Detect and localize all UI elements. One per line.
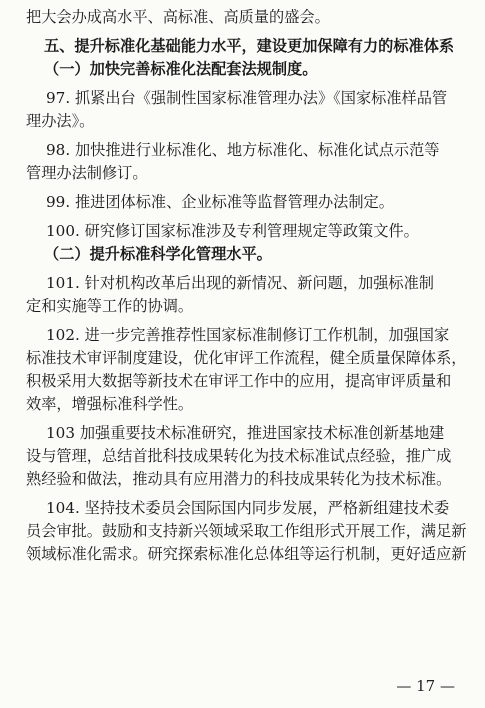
section-heading: 五、提升标准化基础能力水平，建设更加保障有力的标准体系 [44,37,455,55]
paragraph-102-line-2: 标准技术审评制度建设，优化审评工作流程，健全质量保障体系， [26,349,467,367]
paragraph-104-line-3: 领域标准化需求。研究探索标准化总体组等运行机制，更好适应新 [26,545,467,563]
paragraph-103-line-1: 103 加强重要技术标准研究，推进国家技术标准创新基地建 [46,424,445,442]
page-number: — 17 — [396,677,455,695]
paragraph-103-line-3: 熟经验和做法，推动具有应用潜力的科技成果转化为技术标准。 [26,470,452,488]
paragraph-102-line-4: 效率，增强标准科学性。 [26,395,194,413]
paragraph-98-line-2: 管理办法制修订。 [26,164,148,182]
paragraph-104-line-1: 104. 坚持技术委员会国际国内同步发展，严格新组建技术委 [46,499,450,517]
paragraph-104-line-2: 员会审批。鼓励和支持新兴领域采取工作组形式开展工作，满足新 [26,522,467,540]
paragraph-101-line-1: 101. 针对机构改革后出现的新情况、新问题，加强标准制 [46,274,434,292]
text-line: 把大会办成高水平、高标准、高质量的盛会。 [26,8,330,26]
paragraph-102-line-3: 积极采用大数据等新技术在审评工作中的应用，提高审评质量和 [26,372,452,390]
paragraph-98-line-1: 98. 加快推进行业标准化、地方标准化、标准化试点示范等 [46,141,440,159]
paragraph-101-line-2: 定和实施等工作的协调。 [26,297,194,315]
paragraph-102-line-1: 102. 进一步完善推荐性国家标准制修订工作机制，加强国家 [46,326,450,344]
paragraph-97-line-1: 97. 抓紧出台《强制性国家标准管理办法》《国家标准样品管 [46,89,448,107]
paragraph-99: 99. 推进团体标准、企业标准等监督管理办法制定。 [46,193,394,211]
paragraph-103-line-2: 设与管理，总结首批科技成果转化为技术标准试点经验，推广成 [26,447,452,465]
subsection-heading: （二）提升标准科学化管理水平。 [44,245,272,263]
paragraph-100: 100. 研究修订国家标准涉及专利管理规定等政策文件。 [46,222,419,240]
paragraph-97-line-2: 理办法》。 [26,112,95,130]
subsection-heading: （一）加快完善标准化法配套法规制度。 [44,60,318,78]
